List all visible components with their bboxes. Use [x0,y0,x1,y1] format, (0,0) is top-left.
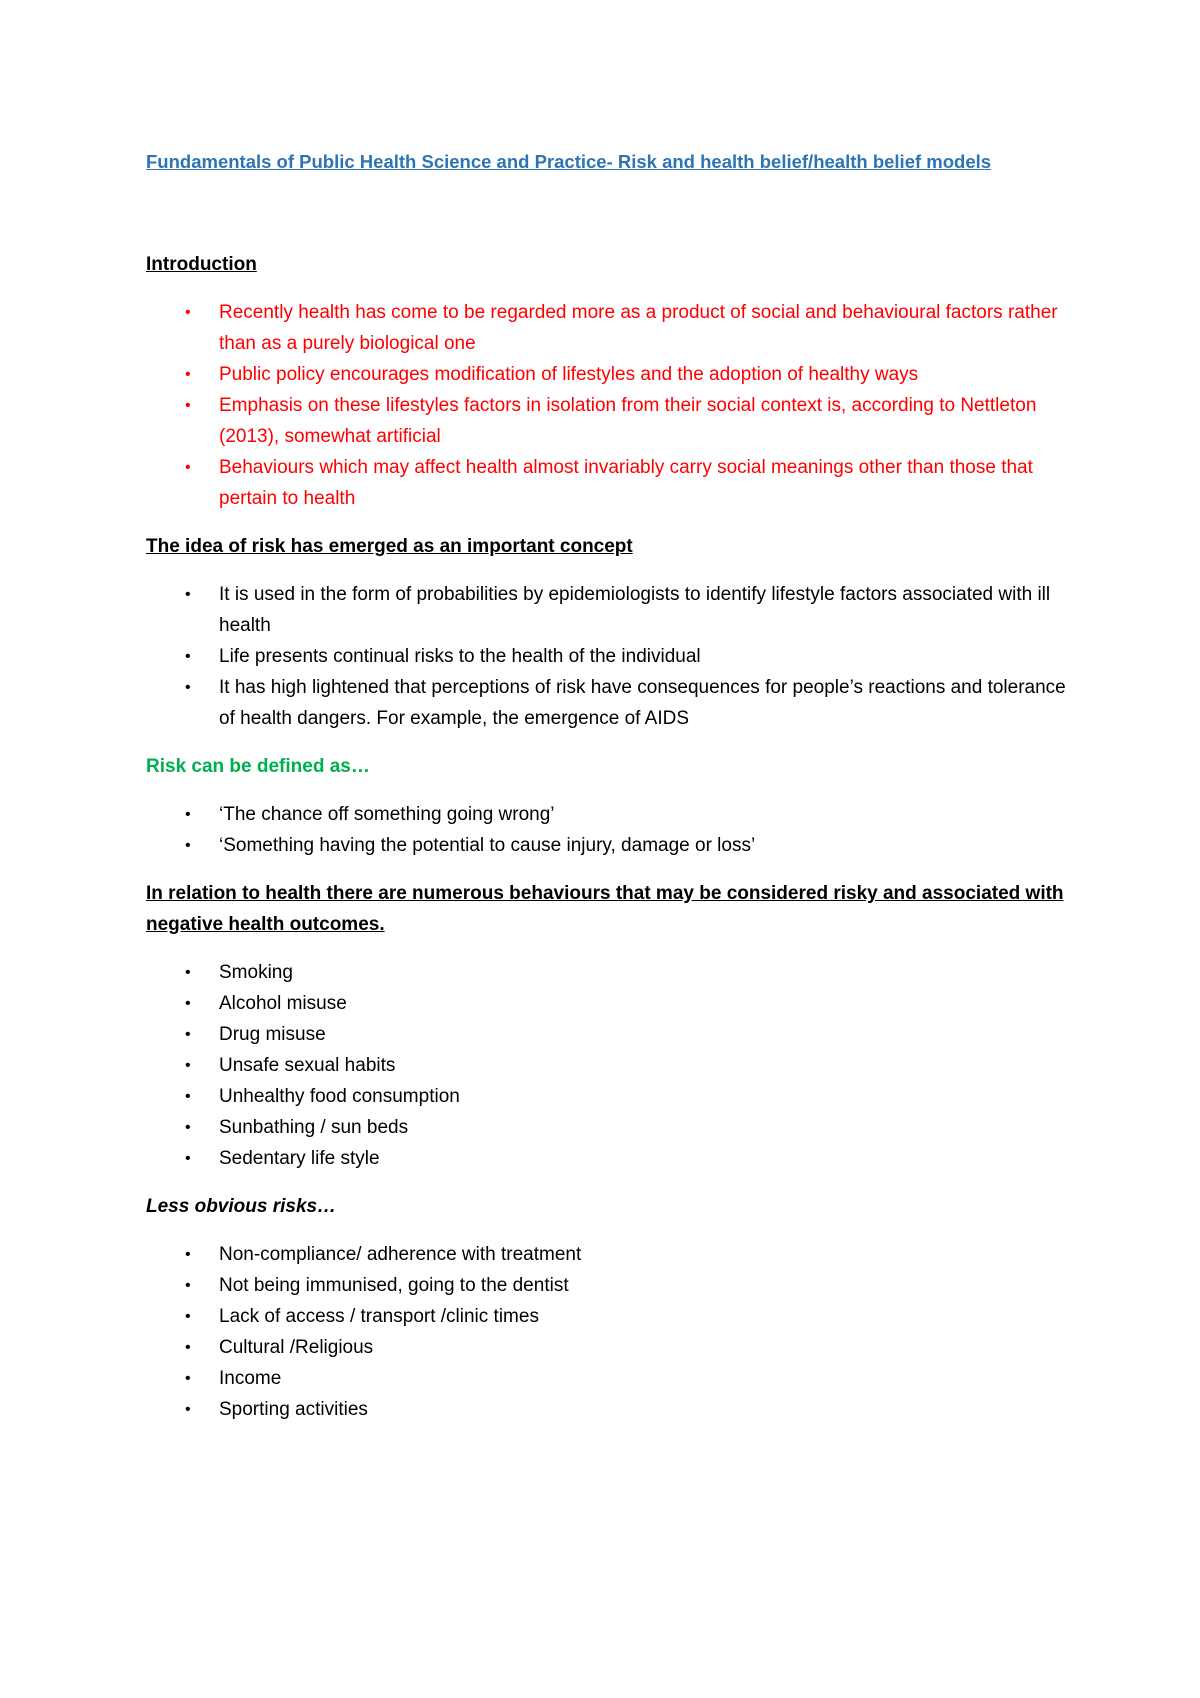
list-item: • Income [146,1363,1076,1394]
list-item: • Life presents continual risks to the health of the individual [146,641,1076,672]
bullet-icon: • [185,459,191,476]
bullet-icon: • [185,1401,191,1418]
list-item: • Unsafe sexual habits [146,1050,1076,1081]
list-item: • Unhealthy food consumption [146,1081,1076,1112]
bullet-icon: • [185,1119,191,1136]
list-item: • It has high lightened that perceptions of risk have consequences for people’s reactions and tolerance of health dangers. For example, the emergence of AIDS [146,672,1076,734]
list-item: • Sedentary life style [146,1143,1076,1174]
document-title: Fundamentals of Public Health Science and Practice- Risk and health belief/health belief models [146,151,992,172]
bullet-icon: • [185,995,191,1012]
list-item: • Recently health has come to be regarded more as a product of social and behavioural factors rather than as a purely biological one [146,297,1076,359]
bullet-icon: • [185,1026,191,1043]
bullet-icon: • [185,1246,191,1263]
bullet-icon: • [185,1339,191,1356]
list-item: • Sporting activities [146,1394,1076,1425]
list-item: • Emphasis on these lifestyles factors in isolation from their social context is, according to Nettleton (2013), somewhat artificial [146,390,1076,452]
bullet-icon: • [185,304,191,321]
list-item: • Non-compliance/ adherence with treatment [146,1239,1076,1270]
bullet-icon: • [185,837,191,854]
bullet-icon: • [185,1057,191,1074]
bullet-icon: • [185,648,191,665]
bullet-icon: • [185,1088,191,1105]
bullet-icon: • [185,679,191,696]
section-heading-introduction: Introduction [146,254,257,275]
document-content [146,146,1076,1425]
list-item: • Not being immunised, going to the dentist [146,1270,1076,1301]
list-item: • It is used in the form of probabilities by epidemiologists to identify lifestyle factors associated with ill health [146,579,1076,641]
list-item: • Behaviours which may affect health almost invariably carry social meanings other than those that pertain to health [146,452,1076,514]
list-item: • Public policy encourages modification of lifestyles and the adoption of healthy ways [146,359,1076,390]
list-item: • ‘The chance off something going wrong’ [146,799,1076,830]
less-obvious-risks-list [146,1239,1076,1425]
list-item: • Lack of access / transport /clinic times [146,1301,1076,1332]
bullet-icon: • [185,806,191,823]
idea-of-risk-list [146,579,1076,734]
list-item: • Sunbathing / sun beds [146,1112,1076,1143]
list-item: • ‘Something having the potential to cause injury, damage or loss’ [146,830,1076,861]
list-item: • Smoking [146,957,1076,988]
section-heading-idea-of-risk: The idea of risk has emerged as an important concept [146,536,633,557]
section-heading-risk-definition: Risk can be defined as… [146,756,370,777]
bullet-icon: • [185,1308,191,1325]
section-heading-risky-behaviours: In relation to health there are numerous behaviours that may be considered risky and associated with negative health outcomes. [146,883,1064,935]
bullet-icon: • [185,1370,191,1387]
list-item: • Cultural /Religious [146,1332,1076,1363]
risky-behaviours-list [146,957,1076,1174]
introduction-list [146,297,1076,514]
bullet-icon: • [185,1150,191,1167]
bullet-icon: • [185,366,191,383]
bullet-icon: • [185,1277,191,1294]
bullet-icon: • [185,586,191,603]
bullet-icon: • [185,964,191,981]
section-heading-less-obvious-risks: Less obvious risks… [146,1196,337,1217]
risk-definition-list [146,799,1076,861]
bullet-icon: • [185,397,191,414]
list-item: • Drug misuse [146,1019,1076,1050]
list-item: • Alcohol misuse [146,988,1076,1019]
